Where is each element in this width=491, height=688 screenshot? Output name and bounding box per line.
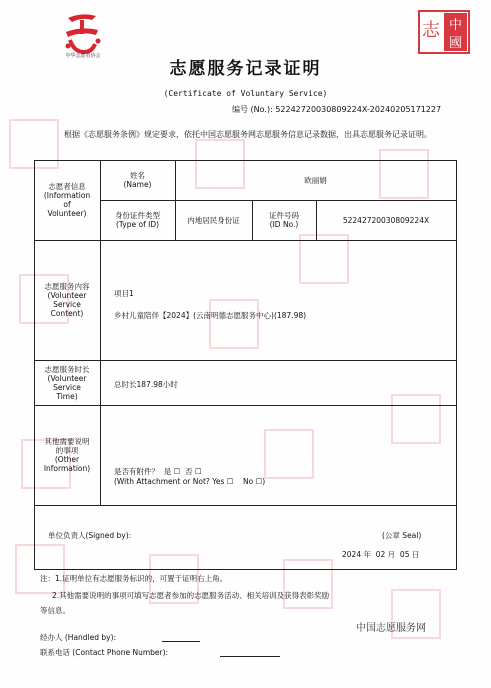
certificate-date: 2024 年 02 月 05 日: [342, 550, 420, 559]
note-1: 注：1.证明单位有志愿服务标识的，可置于证明右上角。: [40, 574, 228, 583]
page-subtitle: (Certificate of Voluntary Service): [163, 89, 328, 98]
service-content-label: 志愿服务内容 (Volunteer Service Content): [44, 282, 90, 318]
id-number-value: 5224272003080922​4X: [342, 215, 430, 225]
note-2-continued: 等信息。: [40, 606, 70, 615]
other-info-label: 其他需要说明 的事项 (Other Information): [43, 437, 91, 473]
signed-by-label: 单位负责人(Signed by):: [48, 531, 132, 540]
name-value: 欧丽娟: [304, 175, 327, 185]
attachment-question-cn: 是否有附件？ 是 ☐ 否 ☐: [114, 467, 202, 476]
id-type-value: 内地居民身份证: [187, 215, 240, 225]
serial-number: [232, 104, 441, 115]
serial-value: 5224272003080922​4X-20240205171227: [275, 105, 442, 114]
id-type-label: 身份证件类型 (Type of ID): [115, 211, 160, 229]
note-2: 2.其他需要说明的事项可填写志愿者参加的志愿服务活动、相关培训及获得表彰奖励: [52, 591, 330, 600]
page-title: 志愿服务记录证明: [169, 59, 322, 79]
serial-label: 编号 (No.):: [232, 105, 273, 114]
service-time-label: 志愿服务时长 (Volunteer Service Time): [44, 364, 90, 401]
intro-paragraph: 根据《志愿服务条例》规定要求，依托中国志愿服务网志愿服务信息记录数据，出具志愿服务记录证明。: [64, 130, 432, 139]
logo-caption: 中华志愿者协会: [65, 53, 101, 59]
contact-phone-label: 联系电话 (Contact Phone Number):: [40, 648, 169, 657]
seal-label: (公章 Seal): [382, 531, 422, 540]
service-time-value: 总时长187.98小时: [114, 380, 178, 389]
handled-by-label: 经办人 (Handled by):: [40, 633, 117, 642]
service-item-label: 项目1: [114, 289, 134, 298]
name-label: 姓名 (Name): [123, 171, 152, 189]
svg-text:中: 中: [448, 18, 463, 33]
id-number-label: 证件号码 (ID No.): [269, 211, 299, 229]
svg-text:國: 國: [448, 36, 463, 51]
volunteer-logo-icon: [62, 10, 102, 58]
brand-name: 中国志愿服务网: [356, 623, 426, 634]
svg-text:志: 志: [422, 20, 440, 41]
official-seal-icon: [418, 10, 470, 54]
attachment-question-en: (With Attachment or Not? Yes ☐ No ☐): [114, 477, 266, 486]
volunteer-info-label: 志愿者信息 (Information of Volunteer): [43, 182, 91, 218]
service-content-value: 乡村儿童陪伴【2024】(云南明德志愿服务中心)(187.98): [114, 311, 307, 320]
